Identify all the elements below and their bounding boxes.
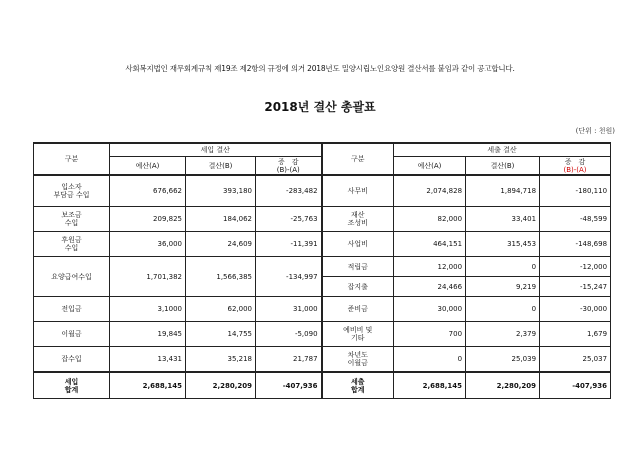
income-label: 전입금 <box>34 297 110 322</box>
expense-total-diff: -407,936 <box>540 372 611 399</box>
expense-budget: 700 <box>394 322 466 347</box>
total-row <box>34 372 611 399</box>
header-row-1 <box>34 143 611 157</box>
income-total-diff: -407,936 <box>256 372 322 399</box>
expense-diff: -48,599 <box>540 207 611 232</box>
income-settlement: 35,218 <box>186 347 256 373</box>
expense-budget: 12,000 <box>394 257 466 277</box>
table-row <box>34 322 611 347</box>
expense-total-budget: 2,688,145 <box>394 372 466 399</box>
income-budget: 209,825 <box>110 207 186 232</box>
expense-diff: -180,110 <box>540 175 611 207</box>
expense-budget: 0 <box>394 347 466 373</box>
expense-label: 적립금 <box>322 257 394 277</box>
income-settlement: 14,755 <box>186 322 256 347</box>
header-income-diff <box>256 157 322 176</box>
income-diff: -134,997 <box>256 257 322 297</box>
table-row <box>34 297 611 322</box>
expense-label: 준비금 <box>322 297 394 322</box>
income-settlement: 393,180 <box>186 175 256 207</box>
table-row <box>34 232 611 257</box>
expense-label: 예비비 및 기타 <box>322 322 394 347</box>
header-diff-label: 증 감 <box>278 157 299 166</box>
table-row <box>34 347 611 373</box>
income-label: 보조금 수입 <box>34 207 110 232</box>
header-expense-group: 세출 결산 <box>394 143 611 157</box>
expense-diff: 1,679 <box>540 322 611 347</box>
table-row <box>34 175 611 207</box>
income-budget: 3,1000 <box>110 297 186 322</box>
header-income-settlement: 결산(B) <box>186 157 256 176</box>
expense-budget: 24,466 <box>394 277 466 297</box>
header-expense-diff <box>540 157 611 176</box>
expense-label: 사업비 <box>322 232 394 257</box>
income-label: 요양급여수입 <box>34 257 110 297</box>
expense-settlement: 9,219 <box>466 277 540 297</box>
income-settlement: 62,000 <box>186 297 256 322</box>
income-label: 입소자 부담금 수입 <box>34 175 110 207</box>
expense-label: 잡지출 <box>322 277 394 297</box>
income-budget: 13,431 <box>110 347 186 373</box>
income-settlement: 1,566,385 <box>186 257 256 297</box>
income-budget: 676,662 <box>110 175 186 207</box>
income-total-label: 세입 합계 <box>34 372 110 399</box>
income-label: 잡수입 <box>34 347 110 373</box>
expense-total-settlement: 2,280,209 <box>466 372 540 399</box>
header-category-expense: 구분 <box>322 143 394 175</box>
unit-label: (단위 : 천원) <box>575 127 615 135</box>
income-budget: 19,845 <box>110 322 186 347</box>
income-diff: -25,763 <box>256 207 322 232</box>
expense-diff: 25,037 <box>540 347 611 373</box>
income-total-settlement: 2,280,209 <box>186 372 256 399</box>
expense-diff: -148,698 <box>540 232 611 257</box>
expense-settlement: 25,039 <box>466 347 540 373</box>
income-total-budget: 2,688,145 <box>110 372 186 399</box>
expense-budget: 2,074,828 <box>394 175 466 207</box>
expense-settlement: 33,401 <box>466 207 540 232</box>
expense-budget: 82,000 <box>394 207 466 232</box>
table-row <box>34 207 611 232</box>
header-diff-formula: (B)-(A) <box>276 165 300 174</box>
expense-settlement: 0 <box>466 257 540 277</box>
settlement-summary-table <box>33 142 611 399</box>
header-income-budget: 예산(A) <box>110 157 186 176</box>
income-diff: -283,482 <box>256 175 322 207</box>
table-row <box>34 257 611 277</box>
income-diff: -5,090 <box>256 322 322 347</box>
expense-settlement: 315,453 <box>466 232 540 257</box>
expense-budget: 464,151 <box>394 232 466 257</box>
expense-settlement: 2,379 <box>466 322 540 347</box>
page-title: 2018년 결산 총괄표 <box>264 100 376 114</box>
expense-label: 차년도 이월금 <box>322 347 394 373</box>
header-income-group: 세입 결산 <box>110 143 322 157</box>
expense-diff: -15,247 <box>540 277 611 297</box>
expense-total-label: 세출 합계 <box>322 372 394 399</box>
header-diff-label: 증 감 <box>564 157 586 166</box>
expense-label: 재산 조성비 <box>322 207 394 232</box>
income-label: 후원금 수입 <box>34 232 110 257</box>
income-budget: 1,701,382 <box>110 257 186 297</box>
header-expense-settlement: 결산(B) <box>466 157 540 176</box>
expense-settlement: 0 <box>466 297 540 322</box>
header-category-income: 구분 <box>34 143 110 175</box>
expense-label: 사무비 <box>322 175 394 207</box>
income-diff: 21,787 <box>256 347 322 373</box>
income-label: 이월금 <box>34 322 110 347</box>
income-diff: -11,391 <box>256 232 322 257</box>
header-diff-formula-red: (B)-(A) <box>563 165 587 174</box>
income-diff: 31,000 <box>256 297 322 322</box>
expense-budget: 30,000 <box>394 297 466 322</box>
header-expense-budget: 예산(A) <box>394 157 466 176</box>
income-settlement: 24,609 <box>186 232 256 257</box>
income-budget: 36,000 <box>110 232 186 257</box>
expense-settlement: 1,894,718 <box>466 175 540 207</box>
income-settlement: 184,062 <box>186 207 256 232</box>
notice-text: 사회복지법인 재무회계규칙 제19조 제2항의 규정에 의거 2018년도 밀양시립노인요양원 결산서를 붙임과 같이 공고합니다. <box>125 64 515 73</box>
expense-diff: -12,000 <box>540 257 611 277</box>
expense-diff: -30,000 <box>540 297 611 322</box>
